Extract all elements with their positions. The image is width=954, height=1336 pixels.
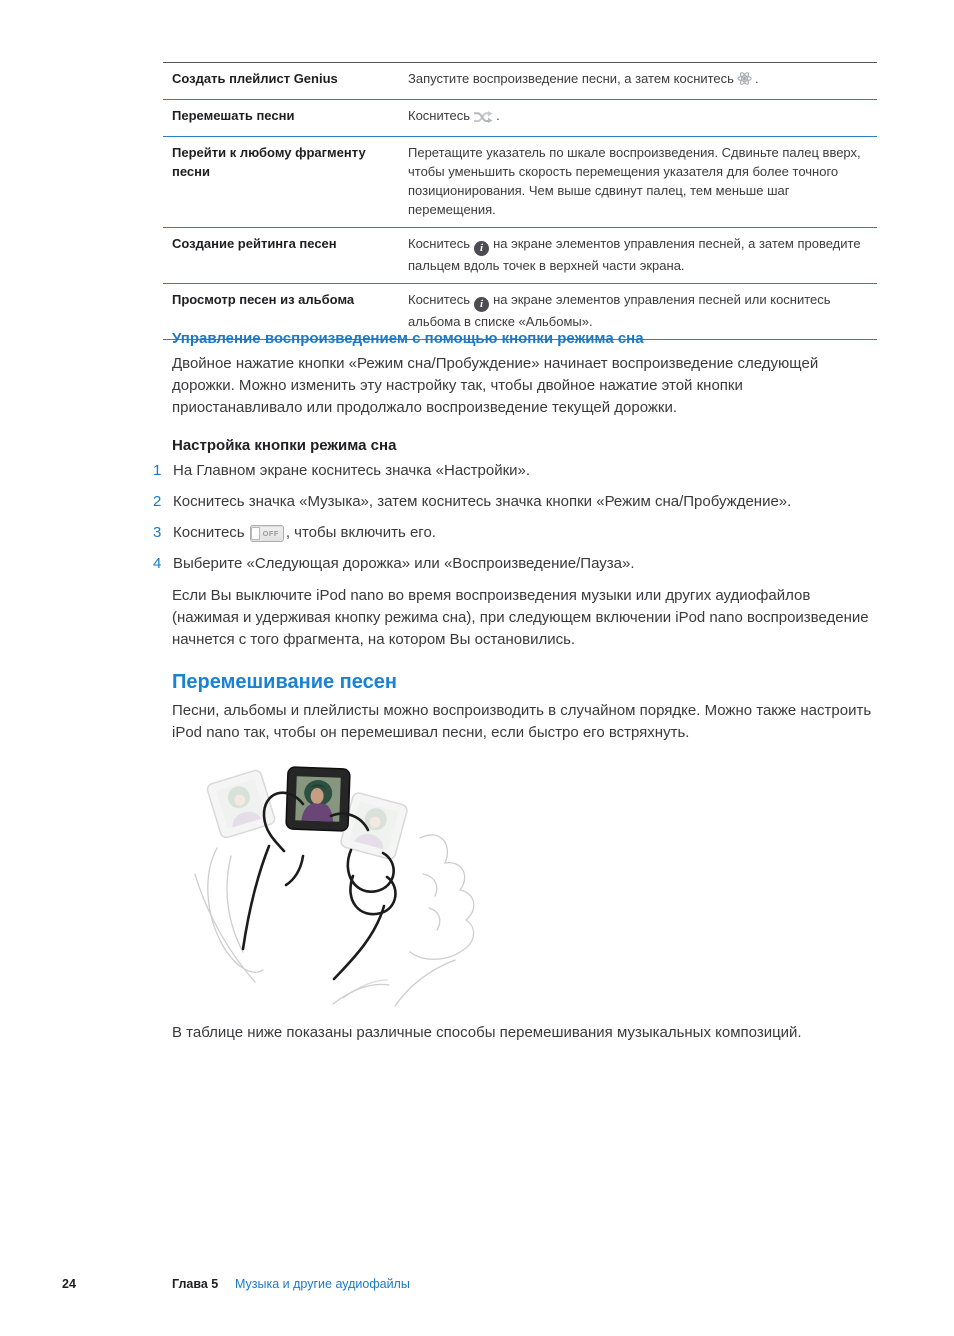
row-description-text: на экране элементов управления песней или коснитесь альбома в списке «Альбомы». — [408, 292, 831, 329]
paragraph: В таблице ниже показаны различные способы перемешивания музыкальных композиций. — [172, 1024, 802, 1041]
row-description-text: Запустите воспроизведение песни, а затем коснитесь — [408, 71, 734, 86]
row-label: Просмотр песен из альбома — [172, 292, 355, 307]
step-number: 1 — [153, 462, 162, 479]
row-description-text: . — [754, 71, 759, 86]
step-item — [153, 522, 873, 544]
step-number: 3 — [153, 524, 162, 541]
table-row — [163, 228, 877, 284]
row-label: Перейти к любому фрагменту песни — [172, 145, 366, 179]
section-subheading-sleep: Управление воспроизведением с помощью кнопки режима сна — [172, 330, 644, 347]
toggle-knob — [251, 527, 260, 540]
step-item — [153, 460, 873, 482]
off-toggle-icon — [250, 525, 284, 542]
row-description — [408, 234, 877, 275]
footer-chapter-label: Глава 5 — [172, 1277, 219, 1291]
row-description-text: Коснитесь — [408, 108, 471, 123]
hand-shaking-ipod-illustration — [183, 756, 503, 1008]
step-text: Коснитесь значка «Музыка», затем коснитесь значка кнопки «Режим сна/Пробуждение». — [173, 493, 792, 510]
step-text: На Главном экране коснитесь значка «Настройки». — [173, 462, 531, 479]
step-text-before: Коснитесь — [173, 524, 245, 541]
step-number: 2 — [153, 493, 162, 510]
row-label: Создание рейтинга песен — [172, 236, 337, 251]
row-description-text: Коснитесь — [408, 236, 471, 251]
row-label: Перемешать песни — [172, 108, 295, 123]
section-heading-shuffle: Перемешивание песен — [172, 671, 397, 693]
step-text — [173, 522, 436, 544]
row-description — [408, 69, 877, 91]
row-description — [408, 290, 877, 331]
genius-icon — [737, 71, 752, 91]
paragraph: Двойное нажатие кнопки «Режим сна/Пробуждение» начинает воспроизведение следующей дорожки. Можно изменить эту настройку так, чтобы двойное нажатие этой кнопки приостанавливало или продолжало воспроизведение текущей дорожки. — [172, 355, 819, 416]
paragraph: Если Вы выключите iPod nano во время воспроизведения музыки или других аудиофайлов (нажимая и удерживая кнопку режима сна), при следующем включении iPod nano воспроизведение начнется с того фрагмента, на котором Вы остановились. — [172, 587, 869, 648]
row-description-text: на экране элементов управления песней, а затем проведите пальцем вдоль точек в верхней части экрана. — [408, 236, 861, 273]
info-icon: i — [474, 241, 489, 256]
row-description-text: . — [496, 108, 500, 123]
toggle-label: OFF — [262, 528, 279, 538]
row-description: Перетащите указатель по шкале воспроизведения. Сдвиньте палец вверх, чтобы уменьшить скорость перемещения указателя для более точного позиционирования. Чем выше сдвинут палец, тем меньше шаг перемещения. — [408, 145, 861, 217]
row-description — [408, 106, 877, 128]
shuffle-icon — [473, 109, 493, 128]
step-item — [153, 553, 873, 575]
row-description-text: Коснитесь — [408, 292, 471, 307]
table-row — [163, 137, 877, 228]
page-number: 24 — [62, 1277, 76, 1291]
step-item — [153, 491, 873, 513]
step-text-after: , чтобы включить его. — [285, 524, 436, 541]
step-text: Выберите «Следующая дорожка» или «Воспроизведение/Пауза». — [173, 555, 635, 572]
table-row — [163, 63, 877, 100]
numbered-steps — [153, 460, 873, 584]
paragraph: Песни, альбомы и плейлисты можно воспроизводить в случайном порядке. Можно также настроить iPod nano так, чтобы он перемешивал песни, если быстро его встряхнуть. — [172, 702, 872, 741]
actions-table — [163, 62, 877, 340]
task-heading: Настройка кнопки режима сна — [172, 437, 397, 454]
info-icon: i — [474, 297, 489, 312]
footer-chapter-title-link[interactable]: Музыка и другие аудиофайлы — [235, 1277, 410, 1291]
row-label: Создать плейлист Genius — [172, 71, 338, 86]
step-number: 4 — [153, 555, 162, 572]
table-row — [163, 100, 877, 137]
